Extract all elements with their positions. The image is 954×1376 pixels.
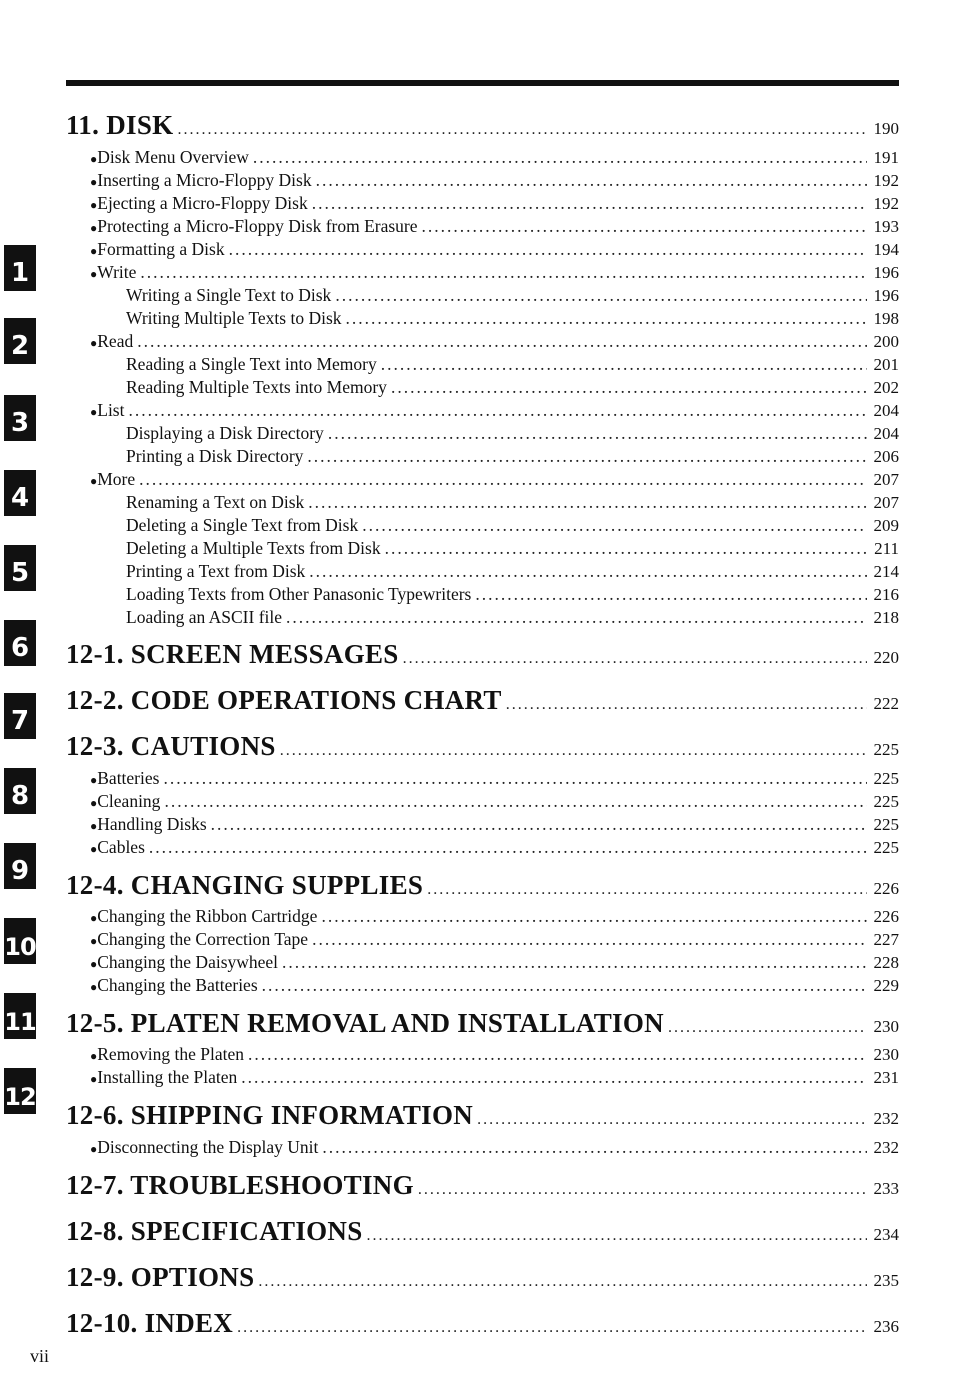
toc-label: 12-5. PLATEN REMOVAL AND INSTALLATION <box>66 1008 664 1038</box>
toc-label: 12-10. INDEX <box>66 1308 234 1338</box>
bullet-icon: ● <box>90 842 98 856</box>
toc-label: 12-1. SCREEN MESSAGES <box>66 639 399 669</box>
bullet-icon: ● <box>90 405 98 419</box>
toc-entry <box>66 377 899 398</box>
dot-leader <box>335 285 867 306</box>
dot-leader <box>427 881 867 899</box>
dot-leader <box>211 814 867 835</box>
toc-label: 12-9. OPTIONS <box>66 1262 255 1292</box>
toc-label: Read <box>97 331 134 351</box>
dot-leader <box>316 170 867 191</box>
toc-page-number: 233 <box>873 1179 899 1198</box>
bullet-icon: ● <box>90 1142 98 1156</box>
bullet-icon: ● <box>90 267 98 281</box>
dot-leader <box>248 1044 867 1065</box>
toc-heading <box>66 1008 899 1039</box>
dot-leader <box>286 607 867 628</box>
toc-entry <box>66 952 899 973</box>
toc-page-number: 214 <box>873 562 899 581</box>
dot-leader <box>237 1319 867 1337</box>
bullet-icon: ● <box>90 152 98 166</box>
dot-leader <box>346 308 867 329</box>
toc-label: Loading Texts from Other Panasonic Typewriters <box>126 584 472 604</box>
dot-leader <box>477 1111 867 1129</box>
toc-page-number: 200 <box>873 332 899 351</box>
bullet-icon: ● <box>90 175 98 189</box>
toc-label: List <box>97 400 125 420</box>
toc-page-number: 232 <box>873 1138 899 1157</box>
toc-page-number: 226 <box>873 907 899 926</box>
chapter-tab-5: 5 <box>4 545 36 591</box>
bullet-icon: ● <box>90 474 98 488</box>
toc-label: Renaming a Text on Disk <box>126 492 305 512</box>
toc-label: Printing a Disk Directory <box>126 446 304 466</box>
toc-page-number: 228 <box>873 953 899 972</box>
dot-leader <box>367 1227 867 1245</box>
dot-leader <box>403 650 867 668</box>
toc-page-number: 236 <box>873 1317 899 1336</box>
top-rule <box>66 80 899 86</box>
bullet-icon: ● <box>90 1072 98 1086</box>
toc-label: Batteries <box>97 768 160 788</box>
toc-label: Displaying a Disk Directory <box>126 423 324 443</box>
bullet-icon: ● <box>90 819 98 833</box>
dot-leader <box>668 1019 867 1037</box>
chapter-tab-7: 7 <box>4 693 36 739</box>
dot-leader <box>241 1067 867 1088</box>
toc-heading <box>66 870 899 901</box>
bullet-icon: ● <box>90 934 98 948</box>
bullet-icon: ● <box>90 221 98 235</box>
toc-page-number: 192 <box>873 194 899 213</box>
dot-leader <box>312 193 867 214</box>
toc-heading <box>66 1100 899 1131</box>
toc-label: Disconnecting the Display Unit <box>97 1137 319 1157</box>
toc-label: Changing the Correction Tape <box>97 929 309 949</box>
dot-leader <box>253 147 867 168</box>
toc-page-number: 207 <box>873 470 899 489</box>
toc-label: 12-4. CHANGING SUPPLIES <box>66 870 424 900</box>
toc-entry <box>66 262 899 283</box>
dot-leader <box>280 742 867 760</box>
toc-entry <box>66 285 899 306</box>
toc-label: Deleting a Multiple Texts from Disk <box>126 538 381 558</box>
toc-entry <box>66 308 899 329</box>
chapter-tab-11: 11 <box>4 993 36 1039</box>
toc-page-number: 206 <box>873 447 899 466</box>
toc-page-number: 190 <box>873 119 899 138</box>
toc-page-number: 218 <box>873 608 899 627</box>
bullet-icon: ● <box>90 198 98 212</box>
toc-page-number: 216 <box>873 585 899 604</box>
dot-leader <box>137 331 867 352</box>
toc-entry <box>66 1044 899 1065</box>
dot-leader <box>322 1137 867 1158</box>
toc-label: Cables <box>97 837 145 857</box>
toc-page-number: 207 <box>873 493 899 512</box>
toc-page-number: 231 <box>873 1068 899 1087</box>
chapter-tab-3: 3 <box>4 395 36 441</box>
toc-entry <box>66 538 899 559</box>
dot-leader <box>312 929 867 950</box>
toc-label: 11. DISK <box>66 110 174 140</box>
toc-entry <box>66 170 899 191</box>
toc-entry <box>66 354 899 375</box>
bullet-icon: ● <box>90 244 98 258</box>
toc-entry <box>66 584 899 605</box>
toc-heading <box>66 1170 899 1201</box>
toc-page-number: 198 <box>873 309 899 328</box>
toc-heading <box>66 1216 899 1247</box>
dot-leader <box>307 446 867 467</box>
dot-leader <box>177 121 867 139</box>
toc-label: Printing a Text from Disk <box>126 561 306 581</box>
dot-leader <box>309 561 867 582</box>
dot-leader <box>282 952 867 973</box>
toc-page-number: 193 <box>873 217 899 236</box>
dot-leader <box>149 837 867 858</box>
toc-page-number: 211 <box>874 539 899 558</box>
page-folio: vii <box>30 1346 50 1366</box>
toc-entry <box>66 837 899 858</box>
toc-page-number: 225 <box>873 815 899 834</box>
toc-heading <box>66 685 899 716</box>
toc-page-number: 232 <box>873 1109 899 1128</box>
chapter-tab-12: 12 <box>4 1068 36 1114</box>
toc-label: Changing the Daisywheel <box>97 952 279 972</box>
toc-page-number: 230 <box>873 1017 899 1036</box>
toc-entry <box>66 331 899 352</box>
toc-entry <box>66 515 899 536</box>
toc-page-number: 222 <box>873 694 899 713</box>
dot-leader <box>506 696 867 714</box>
toc-entry <box>66 768 899 789</box>
dot-leader <box>475 584 867 605</box>
toc-page-number: 225 <box>873 838 899 857</box>
toc-entry <box>66 239 899 260</box>
dot-leader <box>418 1181 867 1199</box>
toc-label: Deleting a Single Text from Disk <box>126 515 359 535</box>
dot-leader <box>422 216 867 237</box>
toc-label: More <box>97 469 136 489</box>
toc-entry <box>66 814 899 835</box>
bullet-icon: ● <box>90 980 98 994</box>
toc-entry <box>66 446 899 467</box>
bullet-icon: ● <box>90 957 98 971</box>
toc-label: Removing the Platen <box>97 1044 245 1064</box>
toc-entry <box>66 193 899 214</box>
toc-entry <box>66 906 899 927</box>
toc-label: Reading a Single Text into Memory <box>126 354 377 374</box>
toc-page-number: 192 <box>873 171 899 190</box>
dot-leader <box>139 469 867 490</box>
bullet-icon: ● <box>90 773 98 787</box>
dot-leader <box>308 492 867 513</box>
toc-page-number: 229 <box>873 976 899 995</box>
toc-label: Inserting a Micro-Floppy Disk <box>97 170 312 190</box>
toc-page-number: 196 <box>873 263 899 282</box>
toc-page-number: 204 <box>873 424 899 443</box>
toc-page-number: 227 <box>873 930 899 949</box>
chapter-tab-6: 6 <box>4 620 36 666</box>
chapter-tab-1: 1 <box>4 245 36 291</box>
toc-entry <box>66 929 899 950</box>
chapter-tab-4: 4 <box>4 470 36 516</box>
toc-heading <box>66 1308 899 1339</box>
toc-page-number: 230 <box>873 1045 899 1064</box>
toc-page-number: 220 <box>873 648 899 667</box>
chapter-tab-2: 2 <box>4 318 36 364</box>
chapter-tab-9: 9 <box>4 843 36 889</box>
toc-label: 12-8. SPECIFICATIONS <box>66 1216 363 1246</box>
toc-page-number: 225 <box>873 769 899 788</box>
dot-leader <box>321 906 867 927</box>
bullet-icon: ● <box>90 336 98 350</box>
toc-entry <box>66 1137 899 1158</box>
toc-label: Write <box>97 262 137 282</box>
toc-page-number: 209 <box>873 516 899 535</box>
toc-label: Changing the Ribbon Cartridge <box>97 906 318 926</box>
toc-label: 12-6. SHIPPING INFORMATION <box>66 1100 474 1130</box>
toc-page-number: 226 <box>873 879 899 898</box>
dot-leader <box>328 423 867 444</box>
toc-page-number: 234 <box>873 1225 899 1244</box>
dot-leader <box>385 538 867 559</box>
toc-entry <box>66 147 899 168</box>
bullet-icon: ● <box>90 911 98 925</box>
toc-heading <box>66 1262 899 1293</box>
dot-leader <box>362 515 867 536</box>
toc-label: 12-7. TROUBLESHOOTING <box>66 1170 414 1200</box>
toc-entry <box>66 607 899 628</box>
chapter-tab-10: 10 <box>4 918 36 964</box>
dot-leader <box>140 262 867 283</box>
toc-entry <box>66 469 899 490</box>
toc-label: Reading Multiple Texts into Memory <box>126 377 387 397</box>
toc-heading <box>66 110 899 141</box>
toc-entry <box>66 975 899 996</box>
toc-entry <box>66 400 899 421</box>
toc-entry <box>66 423 899 444</box>
toc-page-number: 194 <box>873 240 899 259</box>
toc-label: Ejecting a Micro-Floppy Disk <box>97 193 308 213</box>
bullet-icon: ● <box>90 1049 98 1063</box>
toc-label: Formatting a Disk <box>97 239 225 259</box>
toc-label: Handling Disks <box>97 814 207 834</box>
toc-page-number: 235 <box>873 1271 899 1290</box>
toc-page-number: 191 <box>873 148 899 167</box>
toc-label: Disk Menu Overview <box>97 147 249 167</box>
dot-leader <box>391 377 867 398</box>
bullet-icon: ● <box>90 796 98 810</box>
dot-leader <box>163 768 867 789</box>
toc-entry <box>66 791 899 812</box>
dot-leader <box>262 975 867 996</box>
dot-leader <box>258 1273 867 1291</box>
toc-label: Cleaning <box>97 791 161 811</box>
toc-label: Installing the Platen <box>97 1067 238 1087</box>
toc-entry <box>66 492 899 513</box>
toc-label: Protecting a Micro-Floppy Disk from Erasure <box>97 216 418 236</box>
dot-leader <box>381 354 867 375</box>
toc-page-number: 225 <box>873 792 899 811</box>
toc-entry <box>66 561 899 582</box>
toc-page-number: 196 <box>873 286 899 305</box>
toc-page-number: 204 <box>873 401 899 420</box>
toc-heading <box>66 731 899 762</box>
toc-page-number: 225 <box>873 740 899 759</box>
dot-leader <box>164 791 867 812</box>
toc-page-number: 201 <box>873 355 899 374</box>
toc-page-number: 202 <box>873 378 899 397</box>
chapter-tab-8: 8 <box>4 768 36 814</box>
toc-label: Writing a Single Text to Disk <box>126 285 332 305</box>
toc-heading <box>66 639 899 670</box>
toc-label: 12-2. CODE OPERATIONS CHART <box>66 685 502 715</box>
toc-label: 12-3. CAUTIONS <box>66 731 276 761</box>
toc-label: Loading an ASCII file <box>126 607 283 627</box>
dot-leader <box>229 239 867 260</box>
dot-leader <box>128 400 867 421</box>
toc-entry <box>66 1067 899 1088</box>
toc-label: Changing the Batteries <box>97 975 258 995</box>
toc-entry <box>66 216 899 237</box>
toc-label: Writing Multiple Texts to Disk <box>126 308 342 328</box>
